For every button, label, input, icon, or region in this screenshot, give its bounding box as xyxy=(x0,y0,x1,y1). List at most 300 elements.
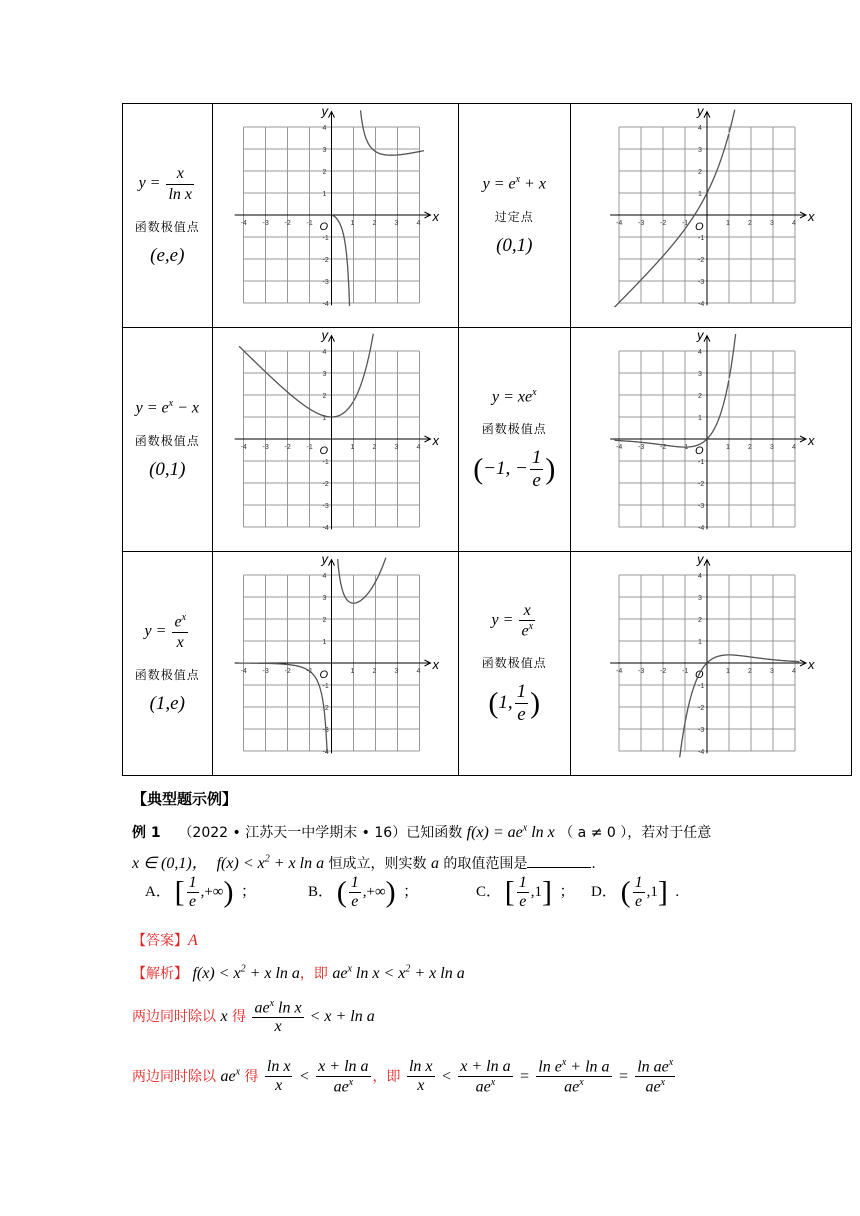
math-text: a xyxy=(430,855,439,872)
denominator xyxy=(458,1077,512,1096)
point: (1,e) xyxy=(149,692,185,714)
tick-label: -1 xyxy=(697,235,705,242)
formula-cell xyxy=(458,552,570,776)
option-c xyxy=(476,874,575,911)
math-text: f(x) = ae xyxy=(466,824,523,841)
denominator: x xyxy=(417,1077,425,1095)
formula-y: y xyxy=(138,174,146,192)
example-line-1 xyxy=(132,822,711,842)
operator: < xyxy=(440,1067,452,1085)
exponent: x xyxy=(235,1066,241,1078)
origin-label: O xyxy=(694,445,704,457)
numerator: x + ln a xyxy=(460,1057,511,1075)
tick-label: 3 xyxy=(769,220,774,227)
y-axis-label: y xyxy=(321,552,328,567)
tick-label: 2 xyxy=(747,668,752,675)
math-text: ln x < x xyxy=(351,965,406,982)
point: (1, $\frac{1}{e}$ ) xyxy=(488,681,541,726)
exponent: x xyxy=(561,1057,567,1068)
math-text: ae xyxy=(220,1067,236,1085)
tick-label: -2 xyxy=(284,668,291,675)
math-text: ae xyxy=(254,999,270,1017)
numerator-text: e xyxy=(174,613,182,631)
y-axis-label: y xyxy=(321,328,328,343)
denominator: e xyxy=(635,893,643,910)
denominator: e xyxy=(519,893,527,910)
point: (−1, − $\frac{1}{e}$ ) xyxy=(473,447,556,492)
formula-cell xyxy=(123,328,213,552)
denominator xyxy=(536,1077,611,1096)
y-axis-label: y xyxy=(321,104,328,119)
separator: . xyxy=(675,883,680,900)
exponent: x xyxy=(348,1076,354,1088)
tick-label: -2 xyxy=(284,220,291,227)
formula xyxy=(459,174,570,194)
formula-y: y xyxy=(491,611,499,629)
denominator: e xyxy=(532,470,541,492)
function-graph xyxy=(213,104,458,323)
option-rest: ,1 xyxy=(646,883,658,900)
formula: y = $\frac{x}{e^x}$ xyxy=(491,601,534,640)
fraction xyxy=(166,164,194,203)
math-text: ln e xyxy=(538,1058,562,1076)
tick-label: -3 xyxy=(322,727,329,734)
origin-label: O xyxy=(319,669,328,681)
tick-label: 3 xyxy=(394,220,398,227)
answer-label: 【答案】 xyxy=(132,933,188,949)
fraction xyxy=(407,1058,435,1095)
tick-label: 4 xyxy=(416,668,420,675)
x-axis-label: x xyxy=(807,433,815,448)
formula-text: y = e xyxy=(482,175,516,193)
answer-line xyxy=(132,930,198,950)
inequality xyxy=(217,855,324,872)
origin-label: O xyxy=(319,445,328,457)
exponent: x xyxy=(347,963,352,975)
table-row xyxy=(123,552,852,776)
table-row xyxy=(123,328,852,552)
tick-label: 4 xyxy=(322,125,326,132)
math-text: x ∈ (0,1)， xyxy=(132,855,208,872)
option-a xyxy=(145,874,256,911)
numerator: 1 xyxy=(634,874,643,891)
tick-label: 3 xyxy=(697,371,702,378)
tick-label: 2 xyxy=(322,617,326,624)
fraction xyxy=(316,1058,370,1096)
formula-cell xyxy=(458,104,570,328)
tick-label: 2 xyxy=(322,169,326,176)
tick-label: -2 xyxy=(697,257,705,264)
tick-label: -2 xyxy=(697,705,705,712)
exponent: x xyxy=(660,1077,665,1089)
caption: 函数极值点 xyxy=(481,422,547,437)
tick-label: 2 xyxy=(747,444,752,451)
numerator: 1 xyxy=(516,681,527,703)
tick-label: 4 xyxy=(791,668,796,675)
exponent: 2 xyxy=(405,963,411,975)
math-text: + x ln a xyxy=(245,965,300,982)
numerator: x xyxy=(519,601,535,621)
denominator: x xyxy=(275,1077,283,1095)
function-graph xyxy=(213,328,458,547)
tick-label: -2 xyxy=(322,257,329,264)
tick-label: 3 xyxy=(769,444,774,451)
exponent: x xyxy=(579,1077,584,1089)
fraction xyxy=(517,874,529,911)
denominator: x xyxy=(176,633,184,651)
function-curve xyxy=(331,110,423,306)
bracket: [ xyxy=(504,875,515,909)
tick-label: 2 xyxy=(697,169,702,176)
tick-label: 1 xyxy=(697,191,702,198)
tick-label: -4 xyxy=(697,749,705,756)
text: 两边同时除以 xyxy=(132,1068,221,1085)
point-part: 1, xyxy=(498,692,513,714)
fraction xyxy=(536,1057,611,1097)
bracket: ( xyxy=(336,875,347,909)
function-graph xyxy=(213,552,458,771)
formula xyxy=(123,398,212,418)
math-text: ae xyxy=(475,1077,491,1095)
tick-label: -3 xyxy=(637,668,645,675)
tick-label: -1 xyxy=(681,220,689,227)
fraction xyxy=(172,612,188,652)
graph-cell xyxy=(570,328,851,552)
tick-label: 1 xyxy=(322,415,326,422)
analysis-line-3 xyxy=(132,1057,677,1097)
function-graph xyxy=(571,104,851,323)
option-letter: B． xyxy=(308,883,334,900)
tick-label: -2 xyxy=(697,481,705,488)
example-condition: （ a ≠ 0 ），若对于任意 xyxy=(559,825,712,841)
option-rest: ,+∞ xyxy=(362,883,386,900)
caption: 函数极值点 xyxy=(134,219,200,234)
math-text: ae xyxy=(564,1078,580,1096)
tick-label: 1 xyxy=(697,639,702,646)
fraction xyxy=(530,447,544,492)
tick-label: -4 xyxy=(240,220,247,227)
math-text: f(x) < x xyxy=(192,965,241,982)
caption: 函数极值点 xyxy=(134,433,200,448)
tick-label: 4 xyxy=(697,125,702,132)
example-label: 例 1 xyxy=(132,825,161,841)
tick-label: 1 xyxy=(725,220,730,227)
tick-label: 3 xyxy=(697,147,702,154)
denominator: e xyxy=(517,704,526,726)
denominator: ln x xyxy=(168,185,193,203)
x-axis-label: x xyxy=(807,209,815,224)
fraction xyxy=(633,874,645,911)
tick-label: 1 xyxy=(350,444,354,451)
x-axis-label: x xyxy=(432,657,439,672)
math-text: < x + ln a xyxy=(305,1008,375,1026)
operator: < xyxy=(298,1067,310,1085)
tick-label: -4 xyxy=(697,301,705,308)
tick-label: 3 xyxy=(394,668,398,675)
math-text: ln x xyxy=(527,824,555,841)
numerator: ln x xyxy=(266,1058,291,1076)
math-text: + x ln a xyxy=(269,855,325,872)
fraction xyxy=(187,874,199,911)
numerator: x xyxy=(166,164,194,184)
numerator: x + ln a xyxy=(318,1057,369,1075)
exponent: x xyxy=(532,386,537,398)
example-line-2 xyxy=(132,850,596,873)
tick-label: -4 xyxy=(240,668,247,675)
graph-cell xyxy=(570,552,851,776)
numerator xyxy=(252,998,303,1018)
fraction xyxy=(515,681,529,726)
tick-label: -3 xyxy=(697,279,705,286)
option-letter: D． xyxy=(591,883,617,900)
numerator xyxy=(172,612,188,633)
tick-label: -3 xyxy=(697,503,705,510)
tick-label: 2 xyxy=(697,617,702,624)
origin-label: O xyxy=(694,669,704,681)
tick-label: -3 xyxy=(262,444,269,451)
point-part: −1, − xyxy=(483,458,528,480)
answer-value: A xyxy=(188,932,198,949)
table-row xyxy=(123,104,852,328)
text: ，即 xyxy=(372,1068,401,1085)
tick-label: -2 xyxy=(659,220,667,227)
denominator: e xyxy=(351,893,359,910)
section-title: 【典型题示例】 xyxy=(132,790,238,808)
graph-cell xyxy=(212,552,458,776)
formula-y: y xyxy=(144,622,152,640)
tick-label: 3 xyxy=(322,371,326,378)
tick-label: 3 xyxy=(769,668,774,675)
tick-label: 1 xyxy=(350,668,354,675)
exponent: 2 xyxy=(264,853,270,865)
point: (e,e) xyxy=(150,244,185,266)
operator: = xyxy=(617,1067,629,1085)
tick-label: -1 xyxy=(697,683,705,690)
tick-label: -4 xyxy=(615,220,623,227)
tick-label: 2 xyxy=(372,668,376,675)
fraction xyxy=(458,1058,512,1096)
tick-label: -1 xyxy=(322,683,329,690)
x-axis-label: x xyxy=(432,209,439,224)
tick-label: 4 xyxy=(791,444,796,451)
caption: 过定点 xyxy=(494,209,534,224)
tick-label: -2 xyxy=(322,705,329,712)
tick-label: 2 xyxy=(372,220,376,227)
denominator: e xyxy=(189,893,197,910)
denominator xyxy=(519,621,535,641)
bracket: ( xyxy=(620,875,631,909)
caption: 函数极值点 xyxy=(481,656,547,671)
function-table xyxy=(122,103,852,776)
fraction xyxy=(349,874,361,911)
exponent: x xyxy=(269,998,275,1009)
math-text: x xyxy=(220,1008,228,1026)
tick-label: 4 xyxy=(791,220,796,227)
tick-label: -3 xyxy=(637,444,645,451)
math xyxy=(220,1068,240,1085)
tick-label: 3 xyxy=(322,595,326,602)
formula-text: y = e xyxy=(135,399,169,417)
tick-label: -1 xyxy=(697,459,705,466)
y-axis-label: y xyxy=(696,104,704,119)
tick-label: 1 xyxy=(725,444,730,451)
option-d xyxy=(591,874,679,911)
tick-label: 4 xyxy=(322,573,326,580)
tick-label: -4 xyxy=(322,525,329,532)
formula xyxy=(459,387,570,407)
tick-label: -1 xyxy=(306,220,313,227)
math-text: + x ln a xyxy=(410,965,465,982)
tick-label: 3 xyxy=(394,444,398,451)
tick-label: 2 xyxy=(697,393,702,400)
math-text: ln ae xyxy=(637,1058,669,1076)
exponent: x xyxy=(168,398,174,410)
function-graph xyxy=(571,328,851,547)
formula-cell xyxy=(123,552,213,776)
formula-cell xyxy=(123,104,213,328)
numerator xyxy=(635,1057,675,1077)
tick-label: 1 xyxy=(350,220,354,227)
analysis-label: 【解析】 xyxy=(132,966,188,982)
option-rest: ,+∞ xyxy=(200,883,224,900)
function-curve xyxy=(239,558,386,753)
text: ，即 xyxy=(299,966,333,982)
x-axis-label: x xyxy=(432,433,439,448)
tick-label: -4 xyxy=(322,749,329,756)
numerator: 1 xyxy=(188,874,197,891)
function-graph xyxy=(571,552,851,771)
tick-label: 2 xyxy=(372,444,376,451)
analysis-line-2 xyxy=(132,998,375,1036)
tick-label: 1 xyxy=(322,191,326,198)
point: (0,1) xyxy=(149,458,186,480)
exponent: x xyxy=(181,612,187,624)
option-rest: ,1 xyxy=(530,883,543,900)
tick-label: -4 xyxy=(240,444,247,451)
tick-label: -3 xyxy=(262,668,269,675)
text: . xyxy=(591,856,596,872)
formula-cell xyxy=(458,328,570,552)
tick-label: -2 xyxy=(284,444,291,451)
formula-tail: − x xyxy=(173,399,199,417)
tick-label: 1 xyxy=(322,639,326,646)
math-text: ae xyxy=(333,1077,349,1095)
tick-label: -3 xyxy=(262,220,269,227)
fraction xyxy=(519,601,535,641)
origin-label: O xyxy=(319,221,328,233)
graph-cell xyxy=(212,104,458,328)
text: 得 xyxy=(227,1009,251,1026)
tick-label: -3 xyxy=(322,279,329,286)
option-b xyxy=(308,874,418,911)
numerator: 1 xyxy=(531,447,542,469)
separator: ； xyxy=(559,883,575,900)
tick-label: -4 xyxy=(615,444,623,451)
x-axis-label: x xyxy=(807,657,815,672)
function-curve xyxy=(615,110,735,307)
math xyxy=(192,965,299,982)
tick-label: -3 xyxy=(637,220,645,227)
tick-label: 2 xyxy=(747,220,752,227)
tick-label: -4 xyxy=(322,301,329,308)
math-text: ae xyxy=(332,965,348,982)
tick-label: 1 xyxy=(725,668,730,675)
tick-label: -1 xyxy=(322,459,329,466)
exponent: x xyxy=(522,822,528,834)
tick-label: 4 xyxy=(697,349,702,356)
denominator: x xyxy=(274,1018,282,1036)
exponent: x xyxy=(490,1076,496,1088)
tick-label: 1 xyxy=(697,415,702,422)
tick-label: 4 xyxy=(322,349,326,356)
analysis-line-1 xyxy=(132,963,465,983)
tick-label: 4 xyxy=(416,444,420,451)
tick-label: -1 xyxy=(322,235,329,242)
tick-label: -1 xyxy=(681,444,689,451)
option-letter: C． xyxy=(476,883,502,900)
fraction xyxy=(635,1057,675,1097)
tick-label: -3 xyxy=(322,503,329,510)
tick-label: 4 xyxy=(416,220,420,227)
exponent: 2 xyxy=(240,963,246,975)
y-axis-label: y xyxy=(696,552,704,567)
numerator: ln x xyxy=(408,1058,433,1076)
exponent: x xyxy=(668,1057,674,1068)
fraction xyxy=(265,1058,293,1095)
text: 的取值范围是 xyxy=(438,856,528,872)
math-text: ae xyxy=(645,1078,661,1096)
numerator xyxy=(536,1057,611,1077)
numerator: 1 xyxy=(350,874,359,891)
formula-tail: + x xyxy=(520,175,546,193)
tick-label: -4 xyxy=(615,668,623,675)
bracket: [ xyxy=(174,875,185,909)
point: (0,1) xyxy=(496,234,533,256)
math-text: ln x xyxy=(274,999,302,1017)
tick-label: -1 xyxy=(306,668,313,675)
origin-label: O xyxy=(694,221,704,233)
bracket: ] xyxy=(542,875,553,909)
graph-cell xyxy=(212,328,458,552)
separator: ； xyxy=(241,883,257,900)
exponent: x xyxy=(528,620,534,632)
fraction xyxy=(252,998,303,1036)
tick-label: -1 xyxy=(306,444,313,451)
numerator: 1 xyxy=(518,874,527,891)
formula-text: y = xe xyxy=(492,388,533,406)
tick-label: -1 xyxy=(681,668,689,675)
tick-label: 3 xyxy=(697,595,702,602)
example-function xyxy=(467,824,555,841)
tick-label: 2 xyxy=(322,393,326,400)
text: 两边同时除以 xyxy=(132,1009,221,1026)
bracket: ) xyxy=(223,875,234,909)
graph-cell xyxy=(570,104,851,328)
math-text: + ln a xyxy=(566,1058,610,1076)
tick-label: -3 xyxy=(697,727,705,734)
tick-label: -2 xyxy=(322,481,329,488)
denominator xyxy=(635,1077,675,1096)
formula: y = $\frac{e^x}{x}$ xyxy=(144,612,187,651)
tick-label: -4 xyxy=(697,525,705,532)
y-axis-label: y xyxy=(696,328,704,343)
separator: ； xyxy=(403,883,419,900)
option-letter: A． xyxy=(145,883,171,900)
operator: = xyxy=(519,1067,530,1085)
tick-label: -2 xyxy=(659,444,667,451)
example-source: （2022 • 江苏天一中学期末 • 16）已知函数 xyxy=(178,825,463,841)
bracket: ) xyxy=(385,875,396,909)
